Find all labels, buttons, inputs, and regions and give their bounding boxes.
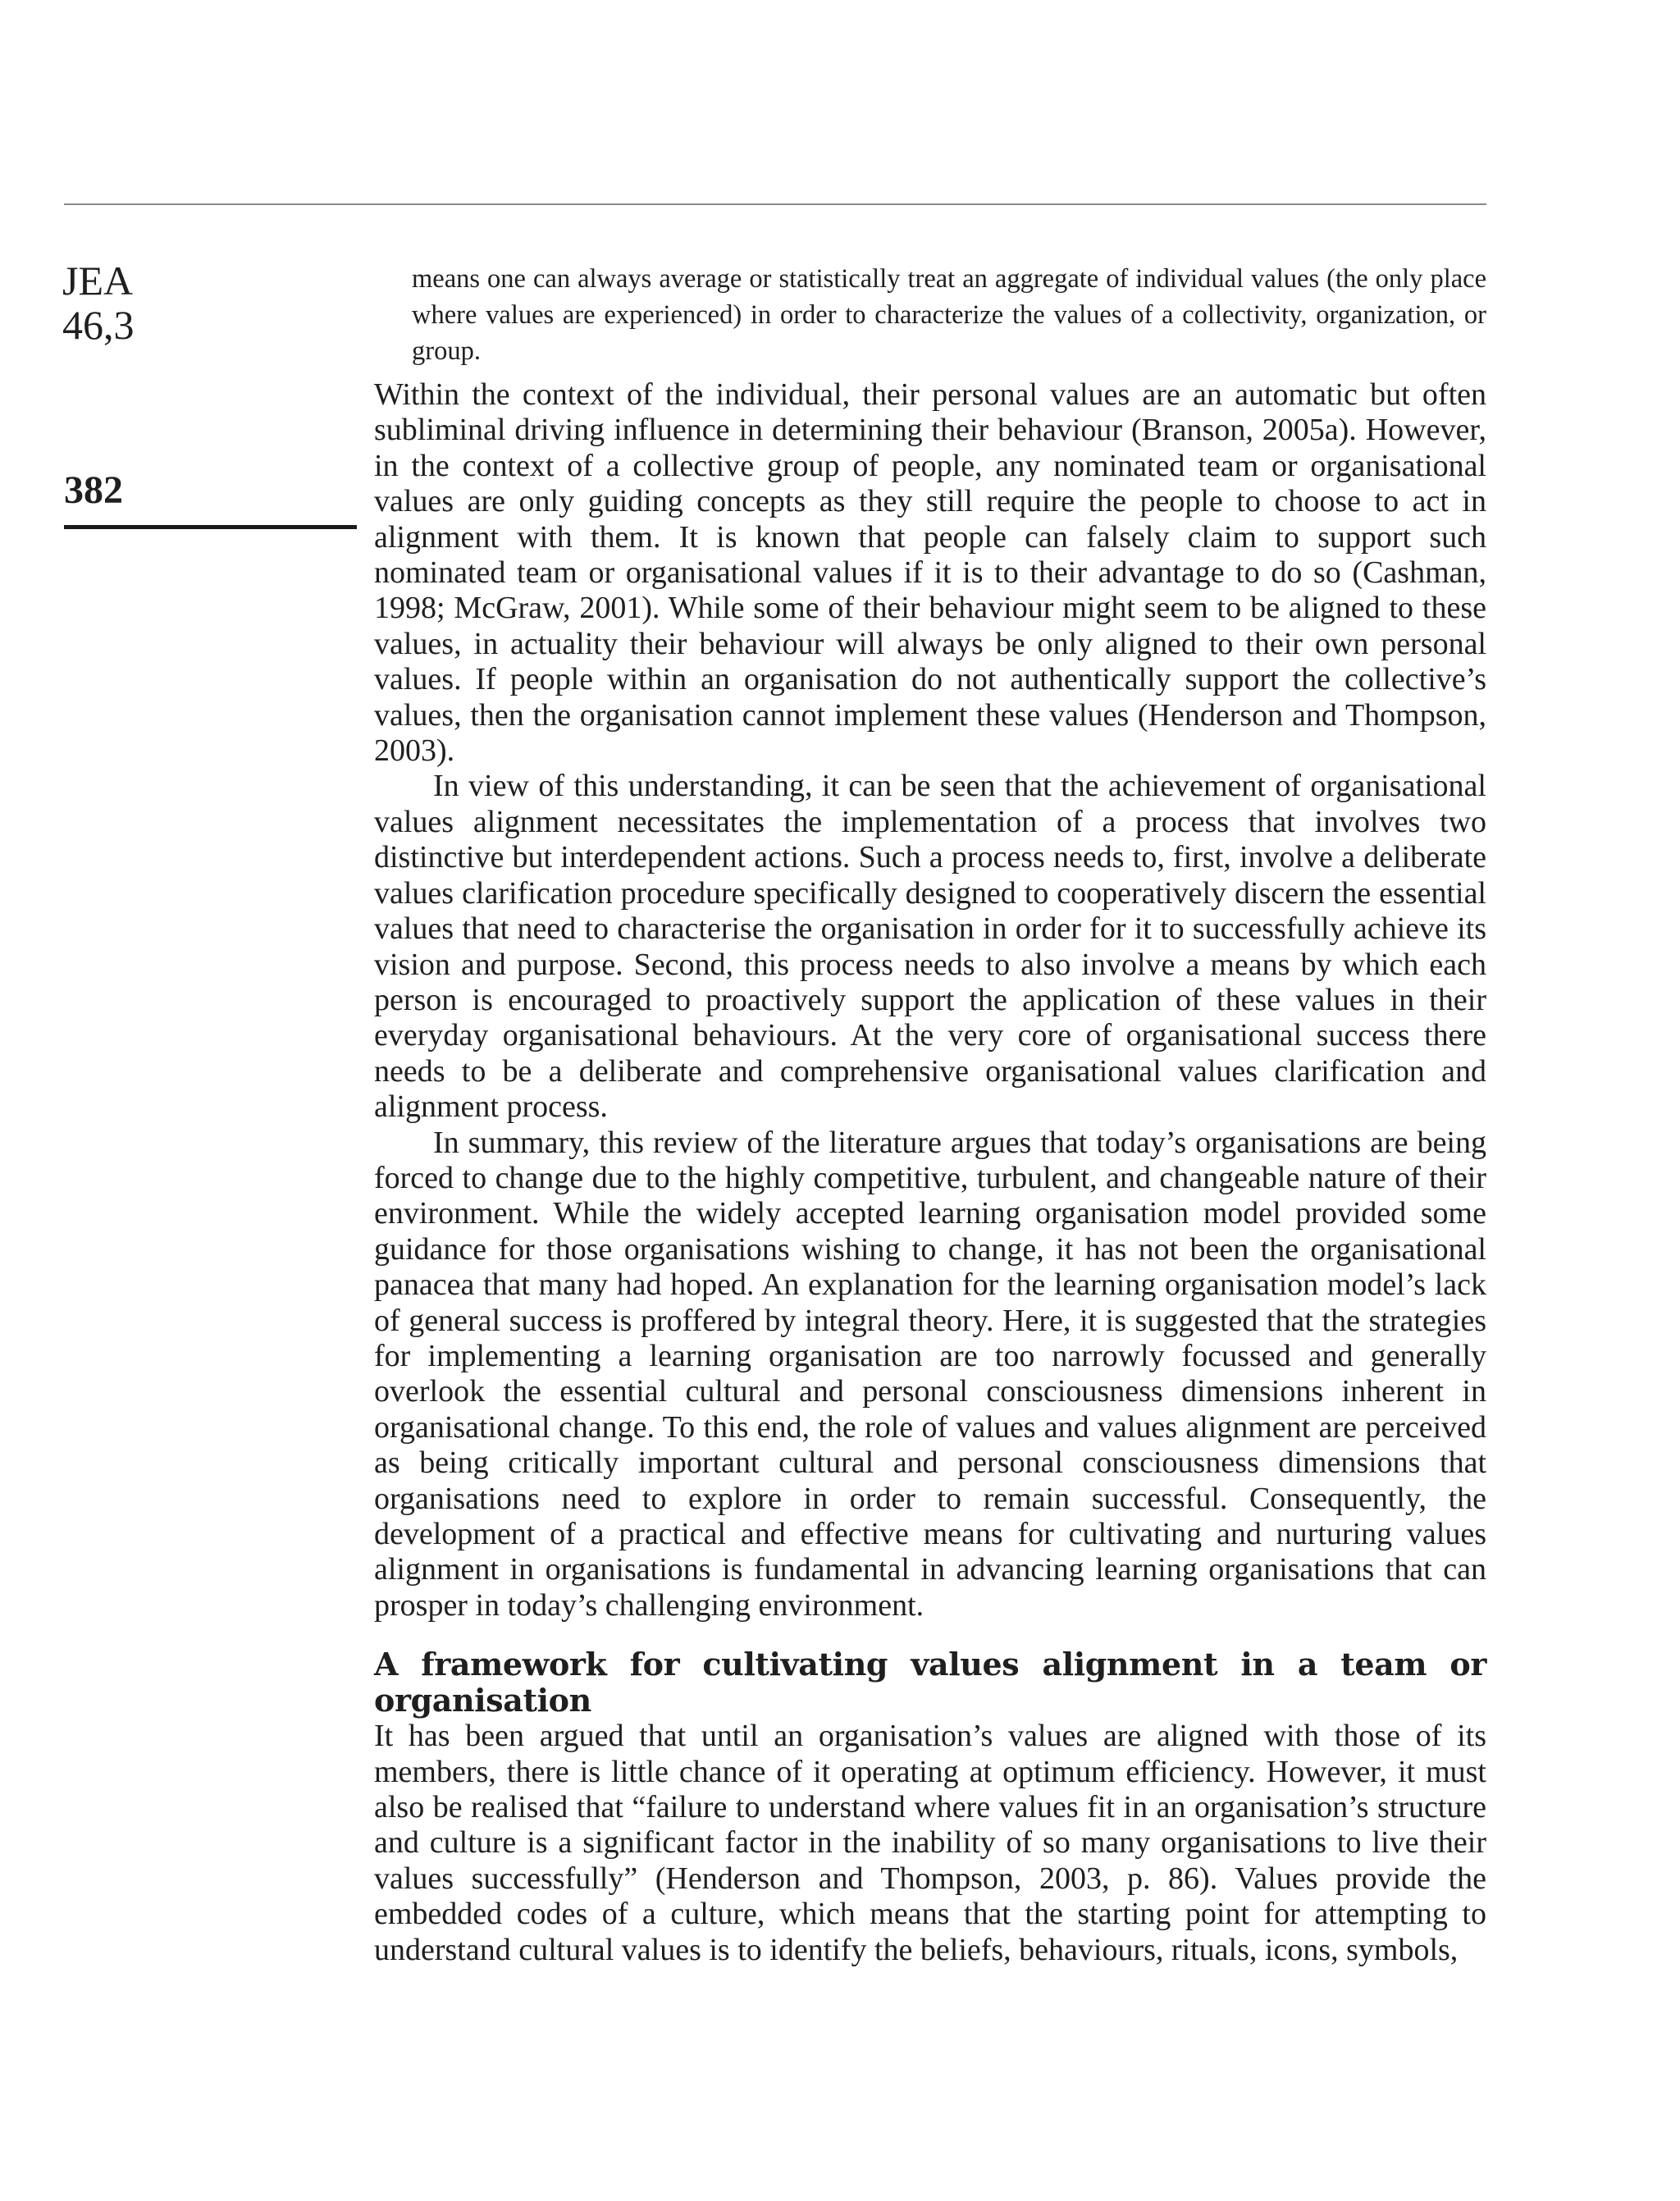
page-number-rule	[64, 525, 357, 529]
page-number: 382	[64, 468, 123, 512]
journal-code	[62, 258, 135, 347]
body-text	[374, 377, 1486, 1968]
header-rule	[64, 203, 1486, 205]
paragraph: In view of this understanding, it can be seen that the achievement of organisational values alignment necessitates the implementation of a process that involves two distinctive but interdependent actions. Such a process needs to, first, involve a deliberate values clarification procedure specifically designed to cooperatively discern the essential values that need to characterise the organisation in order for it to successfully achieve its vision and purpose. Second, this process needs to also involve a means by which each person is encouraged to proactively support the application of these values in their everyday organisational behaviours. At the very core of organisational success there needs to be a deliberate and comprehensive organisational values clarification and alignment process.	[374, 769, 1486, 1125]
block-quote: means one can always average or statistically treat an aggregate of individual values (the only place where values are experienced) in order to characterize the values of a collectivity, organization, or group.	[412, 264, 1486, 366]
journal-abbreviation: JEA	[62, 258, 134, 304]
paragraph: It has been argued that until an organisation’s values are aligned with those of its members, there is little chance of it operating at optimum efficiency. However, it must also be realised that “failure to understand where values fit in an organisation’s structure and culture is a significant factor in the inability of so many organisations to live their values successfully” (Henderson and Thompson, 2003, p. 86). Values provide the embedded codes of a culture, which means that the starting point for attempting to understand cultural values is to identify the beliefs, behaviours, rituals, icons, symbols,	[374, 1719, 1486, 1967]
paragraph: In summary, this review of the literature argues that today’s organisations are being forced to change due to the highly competitive, turbulent, and changeable nature of their environment. While the widely accepted learning organisation model provided some guidance for those organisations wishing to change, it has not been the organisational panacea that many had hoped. An explanation for the learning organisation model’s lack of general success is proffered by integral theory. Here, it is suggested that the strategies for implementing a learning organisation are too narrowly focussed and generally overlook the essential cultural and personal consciousness dimensions inherent in organisational change. To this end, the role of values and values alignment are perceived as being critically important cultural and personal consciousness dimensions that organisations need to explore in order to remain successful. Consequently, the development of a practical and effective means for cultivating and nurturing values alignment in organisations is fundamental in advancing learning organisations that can prosper in today’s challenging environment.	[374, 1125, 1486, 1623]
section-heading: A framework for cultivating values alignment in a team or organisation	[374, 1646, 1486, 1719]
paragraph: Within the context of the individual, their personal values are an automatic but often subliminal driving influence in determining their behaviour (Branson, 2005a). However, in the context of a collective group of people, any nominated team or organisational values are only guiding concepts as they still require the people to choose to act in alignment with them. It is known that people can falsely claim to support such nominated team or organisational values if it is to their advantage to do so (Cashman, 1998; McGraw, 2001). While some of their behaviour might seem to be aligned to these values, in actuality their behaviour will always be only aligned to their own personal values. If people within an organisation do not authentically support the collective’s values, then the organisation cannot implement these values (Henderson and Thompson, 2003).	[374, 377, 1486, 769]
journal-volume-issue: 46,3	[62, 302, 135, 348]
